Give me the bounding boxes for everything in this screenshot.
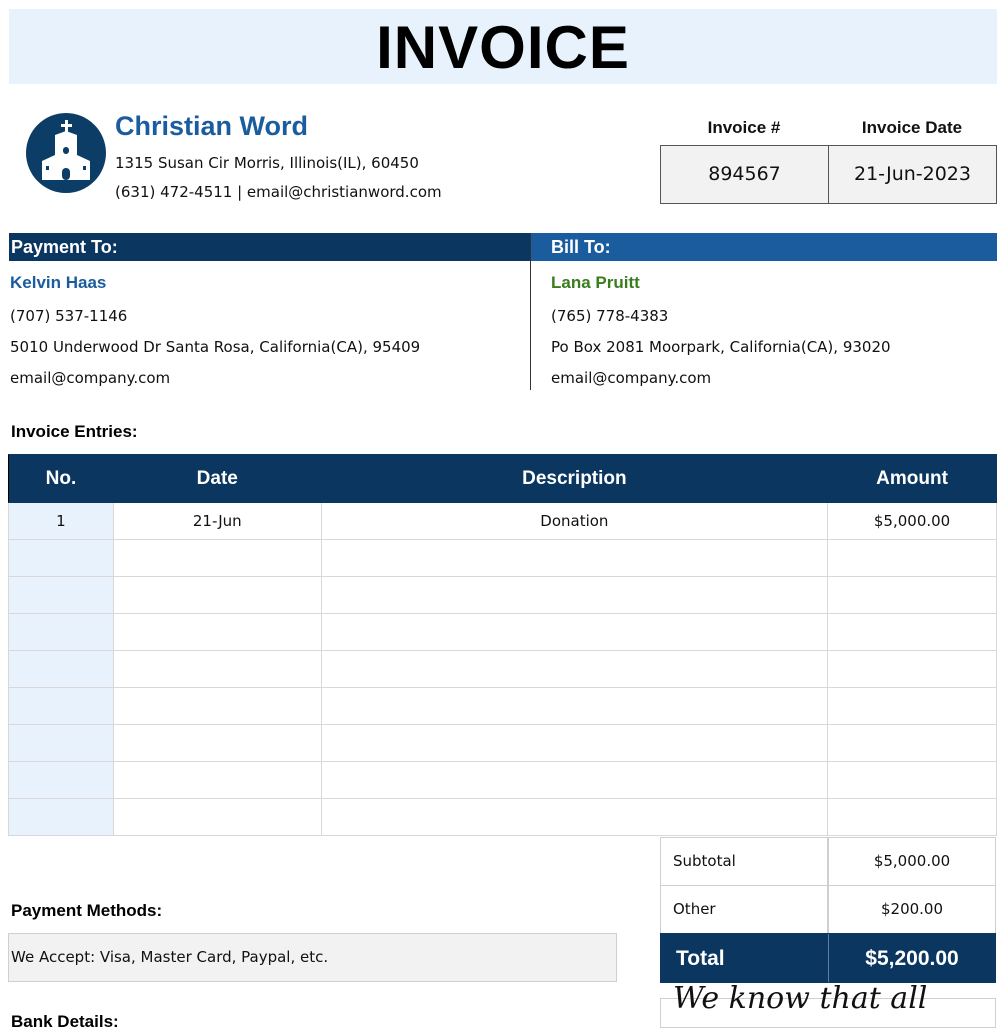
company-name: Christian Word [115, 111, 309, 141]
payment-to-address: 5010 Underwood Dr Santa Rosa, California(CA), 95409 [10, 338, 421, 356]
column-header-description: Description [321, 455, 827, 503]
payment-to-header: Payment To: [9, 233, 530, 261]
subtotal-value: $5,000.00 [828, 837, 996, 886]
invoice-date-label: Invoice Date [861, 118, 963, 137]
cell-no[interactable]: 1 [9, 503, 114, 540]
payment-methods-label: Payment Methods: [11, 901, 163, 920]
cell-date[interactable] [113, 799, 321, 836]
cell-amount[interactable] [828, 614, 997, 651]
invoice-title: INVOICE [376, 14, 630, 81]
payment-to-phone: (707) 537-1146 [10, 307, 128, 325]
cell-description[interactable] [321, 762, 827, 799]
cell-date[interactable] [113, 762, 321, 799]
subtotal-label: Subtotal [660, 837, 828, 886]
bill-to-name: Lana Pruitt [551, 273, 640, 292]
column-header-date: Date [113, 455, 321, 503]
bill-to-header: Bill To: [531, 233, 997, 261]
cell-no[interactable] [9, 762, 114, 799]
invoice-date-field[interactable]: 21-Jun-2023 [828, 145, 997, 204]
total-row [660, 933, 996, 983]
cell-description[interactable] [321, 577, 827, 614]
total-value: $5,200.00 [865, 947, 959, 970]
cell-date[interactable] [113, 540, 321, 577]
cell-description[interactable] [321, 540, 827, 577]
cell-amount[interactable] [828, 577, 997, 614]
cell-description[interactable]: Donation [321, 503, 827, 540]
other-label: Other [660, 885, 828, 934]
cell-date[interactable] [113, 725, 321, 762]
table-row [9, 799, 997, 836]
table-row [9, 614, 997, 651]
table-row [9, 688, 997, 725]
cell-amount[interactable] [828, 762, 997, 799]
cell-no[interactable] [9, 540, 114, 577]
cell-date[interactable] [113, 651, 321, 688]
cell-amount[interactable] [828, 688, 997, 725]
invoice-entries-label: Invoice Entries: [11, 422, 138, 441]
cell-no[interactable] [9, 614, 114, 651]
column-header-no: No. [9, 455, 114, 503]
bill-to-address: Po Box 2081 Moorpark, California(CA), 93020 [551, 338, 891, 356]
bank-details-label: Bank Details: [11, 1012, 119, 1031]
table-row [9, 577, 997, 614]
cell-description[interactable] [321, 688, 827, 725]
bill-to-email: email@company.com [551, 369, 712, 387]
other-value[interactable]: $200.00 [828, 885, 996, 934]
invoice-number-label: Invoice # [707, 118, 781, 137]
cell-date[interactable] [113, 614, 321, 651]
column-header-amount: Amount [828, 455, 997, 503]
cell-date[interactable] [113, 688, 321, 725]
table-row [9, 651, 997, 688]
cell-amount[interactable]: $5,000.00 [828, 503, 997, 540]
table-row [9, 503, 997, 540]
payment-to-name: Kelvin Haas [10, 273, 107, 292]
cell-amount[interactable] [828, 725, 997, 762]
payment-to-email: email@company.com [10, 369, 171, 387]
company-contact: (631) 472-4511 | email@christianword.com [115, 183, 442, 201]
cell-date[interactable]: 21-Jun [113, 503, 321, 540]
cell-description[interactable] [321, 725, 827, 762]
signature-box [660, 981, 996, 1028]
church-icon [26, 113, 106, 193]
table-row [9, 762, 997, 799]
cell-no[interactable] [9, 651, 114, 688]
cell-description[interactable] [321, 614, 827, 651]
cell-description[interactable] [321, 799, 827, 836]
payment-methods-text: We Accept: Visa, Master Card, Paypal, etc. [8, 933, 617, 982]
cell-no[interactable] [9, 725, 114, 762]
cell-description[interactable] [321, 651, 827, 688]
cell-no[interactable] [9, 577, 114, 614]
total-label: Total [676, 947, 725, 970]
cell-no[interactable] [9, 799, 114, 836]
invoice-number-field[interactable]: 894567 [660, 145, 829, 204]
cell-no[interactable] [9, 688, 114, 725]
table-row [9, 725, 997, 762]
cell-date[interactable] [113, 577, 321, 614]
entries-table [8, 454, 997, 836]
signature-text: We know that all [673, 981, 928, 1016]
cell-amount[interactable] [828, 799, 997, 836]
party-divider [530, 233, 531, 390]
title-bar [9, 9, 997, 84]
cell-amount[interactable] [828, 651, 997, 688]
bill-to-phone: (765) 778-4383 [551, 307, 669, 325]
company-address: 1315 Susan Cir Morris, Illinois(IL), 60450 [115, 154, 419, 172]
table-row [9, 540, 997, 577]
cell-amount[interactable] [828, 540, 997, 577]
